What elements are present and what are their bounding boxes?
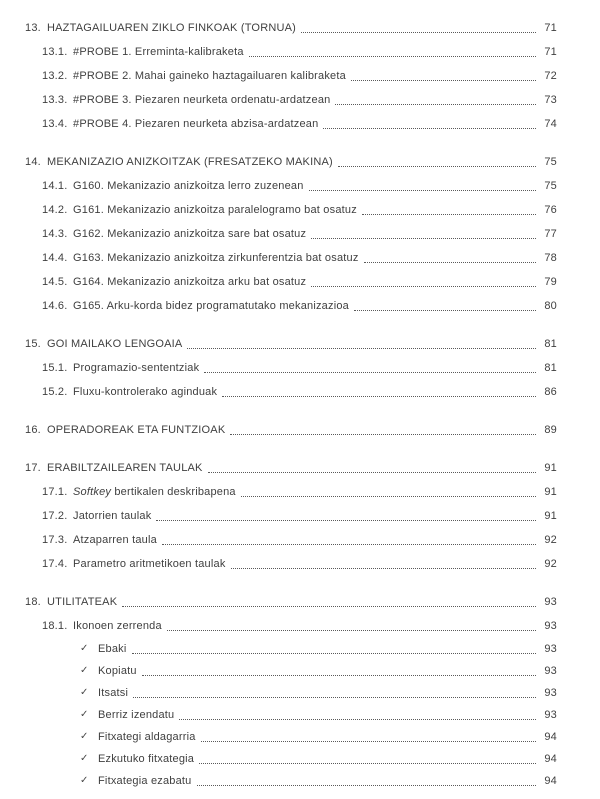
check-icon: ✓ [80,753,89,764]
entry-label-text: #PROBE 2. Mahai gaineko haztagailuaren kalibraketa [73,70,346,82]
entry-label-text: Itsatsi [98,687,129,699]
entry-label-text: bertikalen deskribapena [111,486,236,498]
entry-page-number: 78 [544,252,557,264]
dot-leader [132,653,536,654]
toc-entry[interactable] [0,528,557,552]
entry-label [73,64,346,88]
entry-number: 13. [25,22,41,34]
entry-page-number: 86 [544,386,557,398]
entry-label [98,638,127,660]
dot-leader [167,630,536,631]
dot-leader [335,104,536,105]
toc-entry[interactable] [0,480,557,504]
dot-leader [364,262,536,263]
dot-leader [197,785,537,786]
entry-page-number: 73 [544,94,557,106]
entry-label [98,660,137,682]
toc-entry[interactable] [0,222,557,246]
entry-label [47,590,117,614]
toc-entry[interactable] [0,748,557,770]
entry-page-number: 75 [544,180,557,192]
toc-entry[interactable] [0,704,557,726]
entry-number: 15.2. [42,386,68,398]
entry-page-number: 75 [544,156,557,168]
toc-entry[interactable] [0,770,557,792]
entry-number: 14.5. [42,276,68,288]
entry-number: 13.1. [42,46,68,58]
entry-label-text: #PROBE 1. Erreminta-kalibraketa [73,46,244,58]
toc-entry[interactable] [0,40,557,64]
dot-leader [309,190,536,191]
toc-entry[interactable] [0,504,557,528]
entry-number: 15. [25,338,41,350]
dot-leader [241,496,536,497]
entry-label-text: #PROBE 3. Piezaren neurketa ordenatu-ardatzean [73,94,331,106]
entry-page-number: 81 [544,362,557,374]
entry-label [73,112,318,136]
entry-page-number: 92 [544,534,557,546]
check-icon: ✓ [80,643,89,654]
entry-page-number: 71 [544,46,557,58]
dot-leader [362,214,536,215]
toc-entry[interactable] [0,270,557,294]
entry-page-number: 89 [544,424,557,436]
dot-leader [323,128,536,129]
dot-leader [162,544,536,545]
entry-label [47,16,296,40]
entry-number: 17.1. [42,486,68,498]
entry-label [73,88,330,112]
toc-entry[interactable] [0,660,557,682]
entry-label [73,614,162,638]
entry-label [73,380,217,404]
entry-page-number: 81 [544,338,557,350]
entry-label-text: Parametro aritmetikoen taulak [73,558,226,570]
toc-entry[interactable] [0,638,557,660]
entry-page-number: 94 [544,775,557,787]
entry-label [98,726,196,748]
entry-label-text: Kopiatu [98,665,137,677]
entry-label-text: G161. Mekanizazio anizkoitza paralelogramo bat osatuz [73,204,357,216]
entry-label-text: HAZTAGAILUAREN ZIKLO FINKOAK (TORNUA) [47,22,297,34]
entry-label-text: UTILITATEAK [47,596,118,608]
entry-label-text: Programazio-sententziak [73,362,200,374]
dot-leader [204,372,536,373]
entry-number: 13.2. [42,70,68,82]
toc-entry[interactable] [0,16,557,40]
entry-label-text: Fitxategia ezabatu [98,775,192,787]
dot-leader [156,520,536,521]
entry-label-text: MEKANIZAZIO ANIZKOITZAK (FRESATZEKO MAKINA) [47,156,333,168]
entry-number: 17.2. [42,510,68,522]
entry-label-text: Jatorrien taulak [73,510,152,522]
entry-page-number: 93 [544,709,557,721]
entry-page-number: 74 [544,118,557,130]
entry-number: 18. [25,596,41,608]
dot-leader [351,80,536,81]
entry-label [73,294,349,318]
entry-label-text: Ebaki [98,643,127,655]
dot-leader [199,763,536,764]
entry-page-number: 92 [544,558,557,570]
dot-leader [142,675,536,676]
entry-number: 16. [25,424,41,436]
entry-page-number: 93 [544,665,557,677]
entry-number: 18.1. [42,620,68,632]
entry-label-text: Berriz izendatu [98,709,175,721]
entry-label-text: Fluxu-kontrolerako aginduak [73,386,218,398]
toc-entry[interactable] [0,64,557,88]
entry-number: 17.3. [42,534,68,546]
toc-entry[interactable] [0,112,557,136]
entry-page-number: 79 [544,276,557,288]
entry-number: 13.4. [42,118,68,130]
check-icon: ✓ [80,665,89,676]
dot-leader [222,396,536,397]
entry-label [73,270,306,294]
entry-label [73,356,199,380]
entry-label [98,748,194,770]
entry-label [47,150,333,174]
entry-label [98,682,128,704]
entry-label [98,704,174,726]
entry-label [47,456,203,480]
toc-entry[interactable] [0,332,557,356]
toc-entry[interactable] [0,356,557,380]
entry-page-number: 77 [544,228,557,240]
entry-label [73,504,151,528]
toc-entry[interactable] [0,198,557,222]
toc-entry[interactable] [0,552,557,576]
entry-label [47,418,225,442]
entry-label-text: G165. Arku-korda bidez programatutako mekanizazioa [73,300,349,312]
entry-page-number: 91 [544,486,557,498]
dot-leader [311,238,536,239]
entry-label-text: G163. Mekanizazio anizkoitza zirkunferentzia bat osatuz [73,252,359,264]
entry-page-number: 76 [544,204,557,216]
table-of-contents [0,16,557,792]
dot-leader [311,286,536,287]
entry-label [73,40,244,64]
entry-page-number: 72 [544,70,557,82]
entry-number: 14.1. [42,180,68,192]
entry-number: 14.6. [42,300,68,312]
toc-entry[interactable] [0,174,557,198]
entry-number: 17. [25,462,41,474]
check-icon: ✓ [80,709,89,720]
entry-page-number: 93 [544,643,557,655]
toc-entry[interactable] [0,88,557,112]
entry-label-text: Atzaparren taula [73,534,157,546]
entry-label-text: #PROBE 4. Piezaren neurketa abzisa-ardatzean [73,118,319,130]
dot-leader [230,434,536,435]
entry-label [73,246,359,270]
entry-page-number: 93 [544,620,557,632]
toc-entry[interactable] [0,590,557,614]
entry-label-text: G162. Mekanizazio anizkoitza sare bat osatuz [73,228,307,240]
dot-leader [231,568,536,569]
entry-label [47,332,182,356]
entry-number: 14. [25,156,41,168]
entry-number: 14.3. [42,228,68,240]
entry-number: 14.4. [42,252,68,264]
entry-label-text: Fitxategi aldagarria [98,731,196,743]
toc-entry[interactable] [0,246,557,270]
toc-entry[interactable] [0,380,557,404]
toc-entry[interactable] [0,150,557,174]
check-icon: ✓ [80,687,89,698]
dot-leader [338,166,536,167]
toc-entry[interactable] [0,614,557,638]
dot-leader [301,32,536,33]
entry-label [73,528,157,552]
entry-page-number: 94 [544,753,557,765]
entry-number: 13.3. [42,94,68,106]
dot-leader [201,741,536,742]
check-icon: ✓ [80,731,89,742]
entry-label [98,770,192,792]
entry-label-text: Ezkutuko fitxategia [98,753,195,765]
entry-label-text: GOI MAILAKO LENGOAIA [47,338,183,350]
check-icon: ✓ [80,775,89,786]
dot-leader [122,606,536,607]
toc-entry[interactable] [0,456,557,480]
dot-leader [187,348,536,349]
entry-number: 14.2. [42,204,68,216]
entry-page-number: 80 [544,300,557,312]
entry-label-italic: Softkey [73,486,112,498]
toc-entry[interactable] [0,294,557,318]
dot-leader [249,56,536,57]
entry-number: 15.1. [42,362,68,374]
dot-leader [133,697,536,698]
entry-page-number: 91 [544,462,557,474]
entry-label-text: G164. Mekanizazio anizkoitza arku bat osatuz [73,276,307,288]
entry-page-number: 71 [544,22,557,34]
entry-label [73,198,357,222]
entry-label-text: OPERADOREAK ETA FUNTZIOAK [47,424,226,436]
entry-label [73,552,226,576]
entry-page-number: 94 [544,731,557,743]
entry-number: 17.4. [42,558,68,570]
dot-leader [179,719,536,720]
toc-entry[interactable] [0,418,557,442]
entry-label-text: Ikonoen zerrenda [73,620,162,632]
dot-leader [208,472,536,473]
entry-page-number: 93 [544,687,557,699]
entry-label [73,222,306,246]
entry-label [73,480,236,504]
dot-leader [354,310,536,311]
toc-entry[interactable] [0,726,557,748]
entry-label-text: ERABILTZAILEAREN TAULAK [47,462,203,474]
entry-label-text: G160. Mekanizazio anizkoitza lerro zuzenean [73,180,304,192]
toc-entry[interactable] [0,682,557,704]
entry-page-number: 91 [544,510,557,522]
entry-page-number: 93 [544,596,557,608]
entry-label [73,174,304,198]
